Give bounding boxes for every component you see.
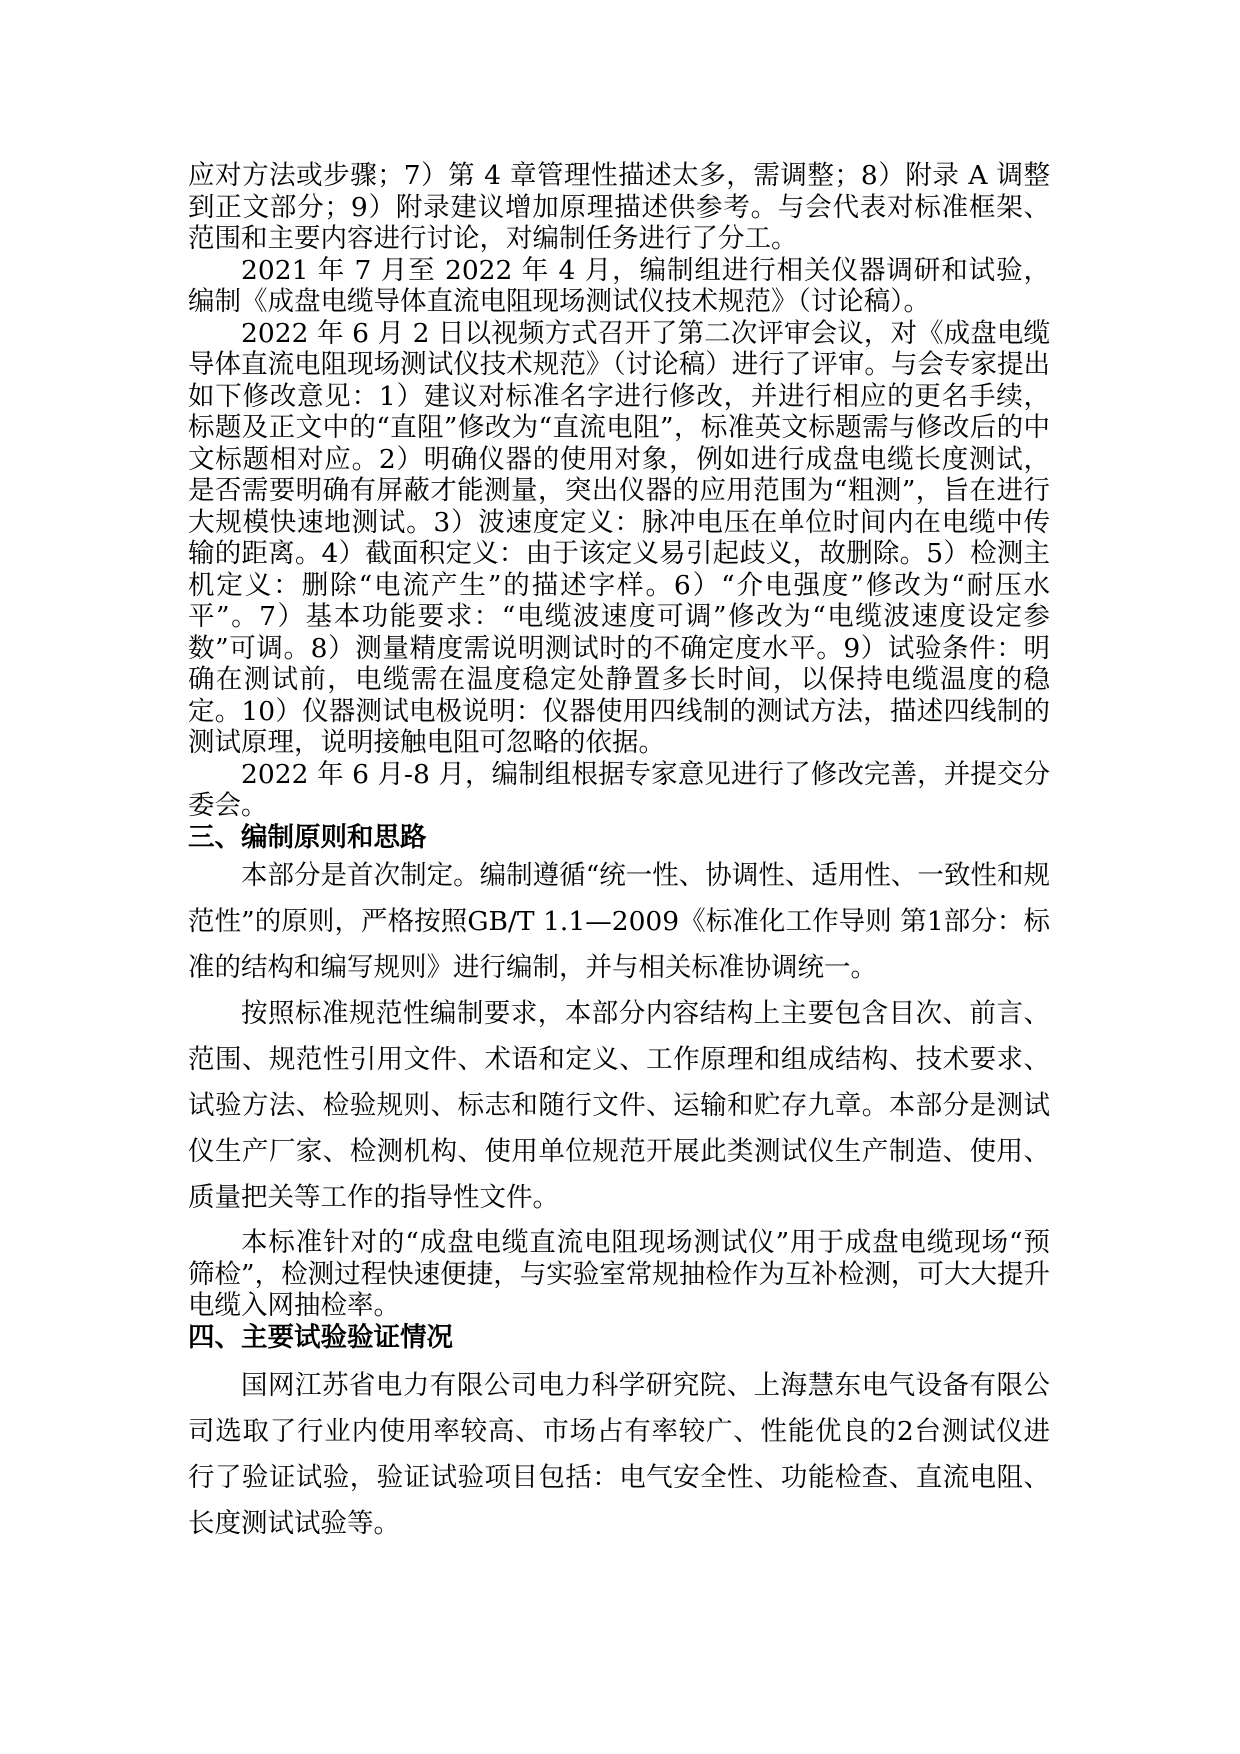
- paragraph-structure: 按照标准规范性编制要求，本部分内容结构上主要包含目次、前言、范围、规范性引用文件、术语和定义、工作原理和组成结构、技术要求、试验方法、检验规则、标志和随行文件、运输和贮存九章。本部分是测试仪生产厂家、检测机构、使用单位规范开展此类测试仪生产制造、使用、质量把关等工作的指导性文件。: [188, 998, 1050, 1213]
- section-heading-verification: 四、主要试验验证情况: [188, 1321, 453, 1353]
- paragraph-principles: 本部分是首次制定。编制遵循“统一性、协调性、适用性、一致性和规范性”的原则，严格按照GB/T 1.1—2009《标准化工作导则 第1部分：标准的结构和编写规则》进行编制，并与相关标准协调统一。: [188, 860, 1050, 983]
- paragraph-research-2021: 2021 年 7 月至 2022 年 4 月，编制组进行相关仪器调研和试验，编制《成盘电缆导体直流电阻现场测试仪技术规范》（讨论稿）。: [188, 254, 1050, 317]
- paragraph-revision-2022: 2022 年 6 月-8 月，编制组根据专家意见进行了修改完善，并提交分委会。: [188, 758, 1050, 821]
- document-body: [188, 160, 1050, 1547]
- section-heading-principles: 三、编制原则和思路: [188, 821, 427, 853]
- paragraph-second-review: 2022 年 6 月 2 日以视频方式召开了第二次评审会议，对《成盘电缆导体直流电阻现场测试仪技术规范》（讨论稿）进行了评审。与会专家提出如下修改意见：1）建议对标准名字进行修改，并进行相应的更名手续，标题及正文中的“直阻”修改为“直流电阻”，标准英文标题需与修改后的中文标题相对应。2）明确仪器的使用对象，例如进行成盘电缆长度测试，是否需要明确有屏蔽才能测量，突出仪器的应用范围为“粗测”，旨在进行大规模快速地测试。3）波速度定义：脉冲电压在单位时间内在电缆中传输的距离。4）截面积定义：由于该定义易引起歧义，故删除。5）检测主机定义：删除“电流产生”的描述字样。6）“介电强度”修改为“耐压水平”。7）基本功能要求：“电缆波速度可调”修改为“电缆波速度设定参数”可调。8）测量精度需说明测试时的不确定度水平。9）试验条件：明确在测试前，电缆需在温度稳定处静置多长时间，以保持电缆温度的稳定。10）仪器测试电极说明：仪器使用四线制的测试方法，描述四线制的测试原理，说明接触电阻可忽略的依据。: [188, 317, 1050, 758]
- paragraph-review-notes-end: 应对方法或步骤；7）第 4 章管理性描述太多，需调整；8）附录 A 调整到正文部分；9）附录建议增加原理描述供参考。与会代表对标准框架、范围和主要内容进行讨论，对编制任务进行了分工。: [188, 160, 1050, 254]
- paragraph-prescreen: 本标准针对的“成盘电缆直流电阻现场测试仪”用于成盘电缆现场“预筛检”，检测过程快速便捷，与实验室常规抽检作为互补检测，可大大提升电缆入网抽检率。: [188, 1227, 1050, 1321]
- paragraph-verification: 国网江苏省电力有限公司电力科学研究院、上海慧东电气设备有限公司选取了行业内使用率较高、市场占有率较广、性能优良的2台测试仪进行了验证试验，验证试验项目包括：电气安全性、功能检查、直流电阻、长度测试试验等。: [188, 1370, 1050, 1539]
